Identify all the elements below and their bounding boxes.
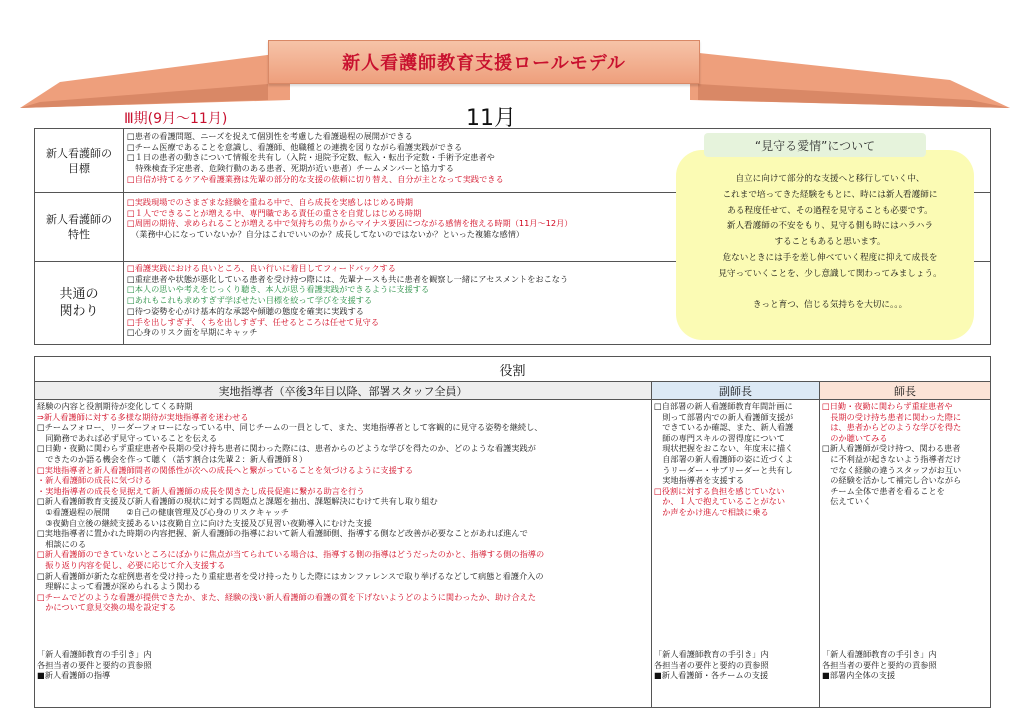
watch-text — [694, 172, 966, 314]
common-content — [127, 263, 712, 338]
text-line: □自部署の新人看護師教育年間計画に — [654, 401, 793, 411]
vice-body — [654, 401, 817, 518]
text-line: 新人看護師の不安をもり、見守る側も時にはハラハラ — [726, 221, 934, 232]
text-line: のか聴いてみる — [822, 432, 888, 443]
text-line: □役割に対する負担を感じていない — [654, 485, 785, 496]
text-line: うリーダー・サブリーダーと共有し — [654, 464, 793, 475]
text-line: ・新人看護師の成長に気づける — [37, 475, 152, 486]
text-line: できたのか語る機会を作って聴く（話す割合は先輩２：新人看護師８） — [37, 453, 308, 464]
text-line: 危ないときには手を差し伸べていく程度に抑えて成長を — [722, 252, 938, 263]
row-label-common — [35, 262, 124, 344]
column-divider — [819, 382, 820, 707]
text-line: できているか確認、また、新人看護 — [654, 422, 794, 433]
text-line: ③夜勤自立後の継続支援あるいは夜勤自立に向けた支援及び見習い夜勤導入にむけた支援 — [37, 517, 372, 528]
text-line: □実地指導者と新人看護師間者の関係性が次への成長へと繋がっていることを気づけるように支援する — [37, 464, 414, 475]
text-line: 則って部署内での新人看護師支援が — [654, 411, 794, 422]
ribbon-left-wing — [0, 50, 290, 110]
text-line: ⇒新人看護師に対する多様な期待が実地指導者を迷わせる — [37, 411, 249, 422]
instructor-footer — [37, 649, 152, 681]
text-line: 各担当者の要件と要約の貢参照 — [37, 659, 152, 670]
text-line: することもあると思います。 — [774, 237, 886, 248]
text-line: □チーム医療であることを意識し、看護師、他職種との連携を図りながら看護実践ができる — [127, 141, 463, 152]
row-label-text: 新人看護師の 特性 — [46, 213, 112, 241]
month-label: 11月 — [466, 106, 516, 131]
page-title: 新人看護師教育支援ロールモデル — [342, 53, 626, 74]
text-line: ・実地指導者の成長を見据えて新人看護師の成長を関きたし成長促進に繋がる助言を行う — [37, 485, 365, 496]
text-line: □１人でできることが増える中、専門職である責任の重さを自覚しはじめる時期 — [127, 207, 422, 218]
row-label-goal — [35, 129, 124, 192]
text-line: □新人看護師が受け持つ、関わる患者 — [822, 443, 961, 454]
text-line: 「新人看護師教育の手引き」内 — [37, 649, 152, 659]
text-line: に不利益が起きないよう指導者だけ — [822, 453, 962, 464]
traits-content — [127, 197, 712, 240]
text-line: □あれもこれも求めすぎず学ばせたい目標を絞って学びを支援する — [127, 295, 373, 306]
column-divider — [651, 382, 652, 707]
text-line: （業務中心になっていないか？自分はこれでいいのか？成長してないのではないか？といった複雑な感情） — [127, 229, 525, 240]
text-line: □日勤・夜勤に関わらず重症患者や — [822, 401, 953, 411]
text-line: 「新人看護師教育の手引き」内 — [822, 649, 937, 659]
text-line: 特殊検査予定患者、危険行動のある患者、死期が近い患者）チームメンバーと協力する — [127, 163, 454, 174]
text-line: チーム全体で患者を看ることを — [822, 485, 945, 496]
goal-content — [127, 131, 712, 185]
period-label: Ⅲ期(9月～11月) — [124, 111, 228, 127]
text-line: ■新人看護師・各チームの支援 — [654, 670, 769, 681]
text-line: ある程度任せて、その過程を見守ることも必要です。 — [727, 205, 933, 216]
text-line: か声をかけ進んで相談に乗る — [654, 506, 769, 517]
text-line: 長期の受け持ち患者に関わった際に — [822, 411, 962, 422]
vice-footer — [654, 649, 769, 681]
text-line: □チームフォロー、リーダーフォローになっている中、同じチームの一員として、また、実地指導者として客観的に見守る姿勢を継続し、 — [37, 422, 543, 433]
director-footer — [822, 649, 937, 681]
text-line: 経験の内容と役割期待が変化してくる時期 — [37, 401, 193, 411]
ribbon-right-wing — [690, 50, 1024, 110]
row-label-text: 共通の 関わり — [59, 287, 99, 319]
text-line: □日勤・夜勤に関わらず重症患者や長期の受け持ち患者に関わった際には、患者からのどような学びを得たのか、どのような看護実践が — [37, 443, 536, 454]
text-line: □本人の思いや考えをじっくり聴き、本人が思う看護実践ができるように支援する — [127, 284, 430, 295]
text-line: □周囲の期待、求められることが増える中で気持ちの焦りからマイナス要因につながる感情を抱える時期（11月～12月） — [127, 218, 573, 229]
text-line: 同勤務であれば必ず見守っていることを伝える — [37, 432, 218, 443]
vice-header: 副師長 — [652, 382, 819, 400]
director-body — [822, 401, 988, 507]
text-line: ■新人看護師の指導 — [37, 670, 111, 681]
text-line: 実地指導者を支援する — [654, 475, 745, 486]
text-line: 自部署の新人看護師の姿に近づくよ — [654, 453, 794, 464]
text-line: 振り返り内容を促し、必要に応じて介入支援する — [37, 559, 226, 570]
text-line: 「新人看護師教育の手引き」内 — [654, 649, 769, 659]
text-line: 各担当者の要件と要約の貢参照 — [654, 659, 769, 670]
text-line: □新人看護師のできていないところにばかりに焦点が当てられている場合は、指導する側の指導はどうだったのかと、指導する側の指導の — [37, 549, 545, 560]
text-line: きっと育つ、信じる気持ちを大切に。。。 — [752, 300, 908, 311]
text-line: □心身のリスク面を早期にキャッチ — [127, 327, 258, 338]
text-line: 各担当者の要件と要約の貢参照 — [822, 659, 937, 670]
text-line — [694, 283, 966, 299]
text-line: でなく経験の違うスタッフがお互い — [822, 464, 962, 475]
text-line: □実地指導者に置かれた時期の内容把握、新人看護師の指導において新人看護師側、指導する側など改善が必要なことがあれば進んで — [37, 528, 528, 539]
roles-heading: 役割 — [35, 357, 990, 382]
text-line: ■部署内全体の支援 — [822, 670, 896, 681]
text-line: □待つ姿勢を心がけ基本的な承認や傾聴の態度を確実に実践する — [127, 305, 364, 316]
instructor-header: 実地指導者（卒後3年目以降、部署スタッフ全員） — [35, 382, 651, 400]
text-line: か、１人で抱えていることがない — [654, 496, 786, 507]
text-line: 自立に向けて部分的な支援へと移行していく中、 — [735, 174, 925, 184]
row-label-text: 新人看護師の 目標 — [46, 146, 112, 175]
text-line: □実践現場でのさまざまな経験を重ねる中で、自ら成長を実感しはじめる時期 — [127, 197, 413, 207]
text-line: □自信が持てるケアや看護業務は先輩の部分的な支援の依頼に切り替え、自分が主となって実践できる — [127, 173, 504, 184]
text-line: ①看護過程の展開 ②自己の健康管理及び心身のリスクキャッチ — [37, 506, 289, 517]
text-line: 伝えていく — [822, 496, 872, 507]
text-line: かについて意見交換の場を設定する — [37, 602, 177, 613]
text-line: の経験を活かして補完し合いながら — [822, 475, 962, 486]
text-line: 理解によって看護が深められるよう関わる — [37, 581, 201, 592]
text-line: □手を出しすぎず、くちを出しすぎず、任せるところは任せて見守る — [127, 316, 380, 327]
text-line: これまで培ってきた経験をもとに、時には新人看護師に — [722, 189, 938, 200]
watch-title: “見守る愛情”について — [704, 133, 926, 157]
text-line: 現状把握をおこない、年度末に描く — [654, 443, 794, 454]
director-header: 師長 — [820, 382, 990, 400]
text-line: 師の専門スキルの習得度について — [654, 432, 785, 443]
text-line: □新人看護師が新たな症例患者を受け持ったり重症患者を受け持ったりした際にはカンファレンスで取り挙げるなどして病態と看護介入の — [37, 570, 544, 581]
text-line: は、患者からどのような学びを得た — [822, 422, 962, 433]
text-line: □重症患者や状態が悪化している患者を受け持つ際には、先輩ナースも共に患者を観察し一緒にアセスメントをおこなう — [127, 273, 569, 284]
row-label-traits — [35, 193, 124, 261]
text-line: □新人看護師教育支援及び新人看護師の現状に対する問題点と課題を抽出、課題解決にむけて共有し取り組む — [37, 496, 438, 507]
text-line: 見守っていくことを、少し意識して関わってみましょう。 — [718, 268, 942, 279]
text-line: □１日の患者の動きについて情報を共有し（入院・退院予定数、転入・転出予定数・手術予定患者や — [127, 152, 495, 163]
title-banner — [268, 40, 700, 84]
text-line: 相談にのる — [37, 538, 87, 549]
instructor-body — [37, 401, 649, 613]
text-line: □看護実践における良いところ、良い行いに着目してフィードバックする — [127, 263, 396, 273]
roles-table — [34, 356, 991, 708]
text-line: □患者の看護問題、ニーズを捉えて個別性を考慮した看護過程の展開ができる — [127, 131, 413, 141]
text-line: □チームでどのような看護が提供できたか、また、経験の浅い新人看護師の看護の質を下げないようどのように関わったか、助け合えた — [37, 591, 536, 602]
